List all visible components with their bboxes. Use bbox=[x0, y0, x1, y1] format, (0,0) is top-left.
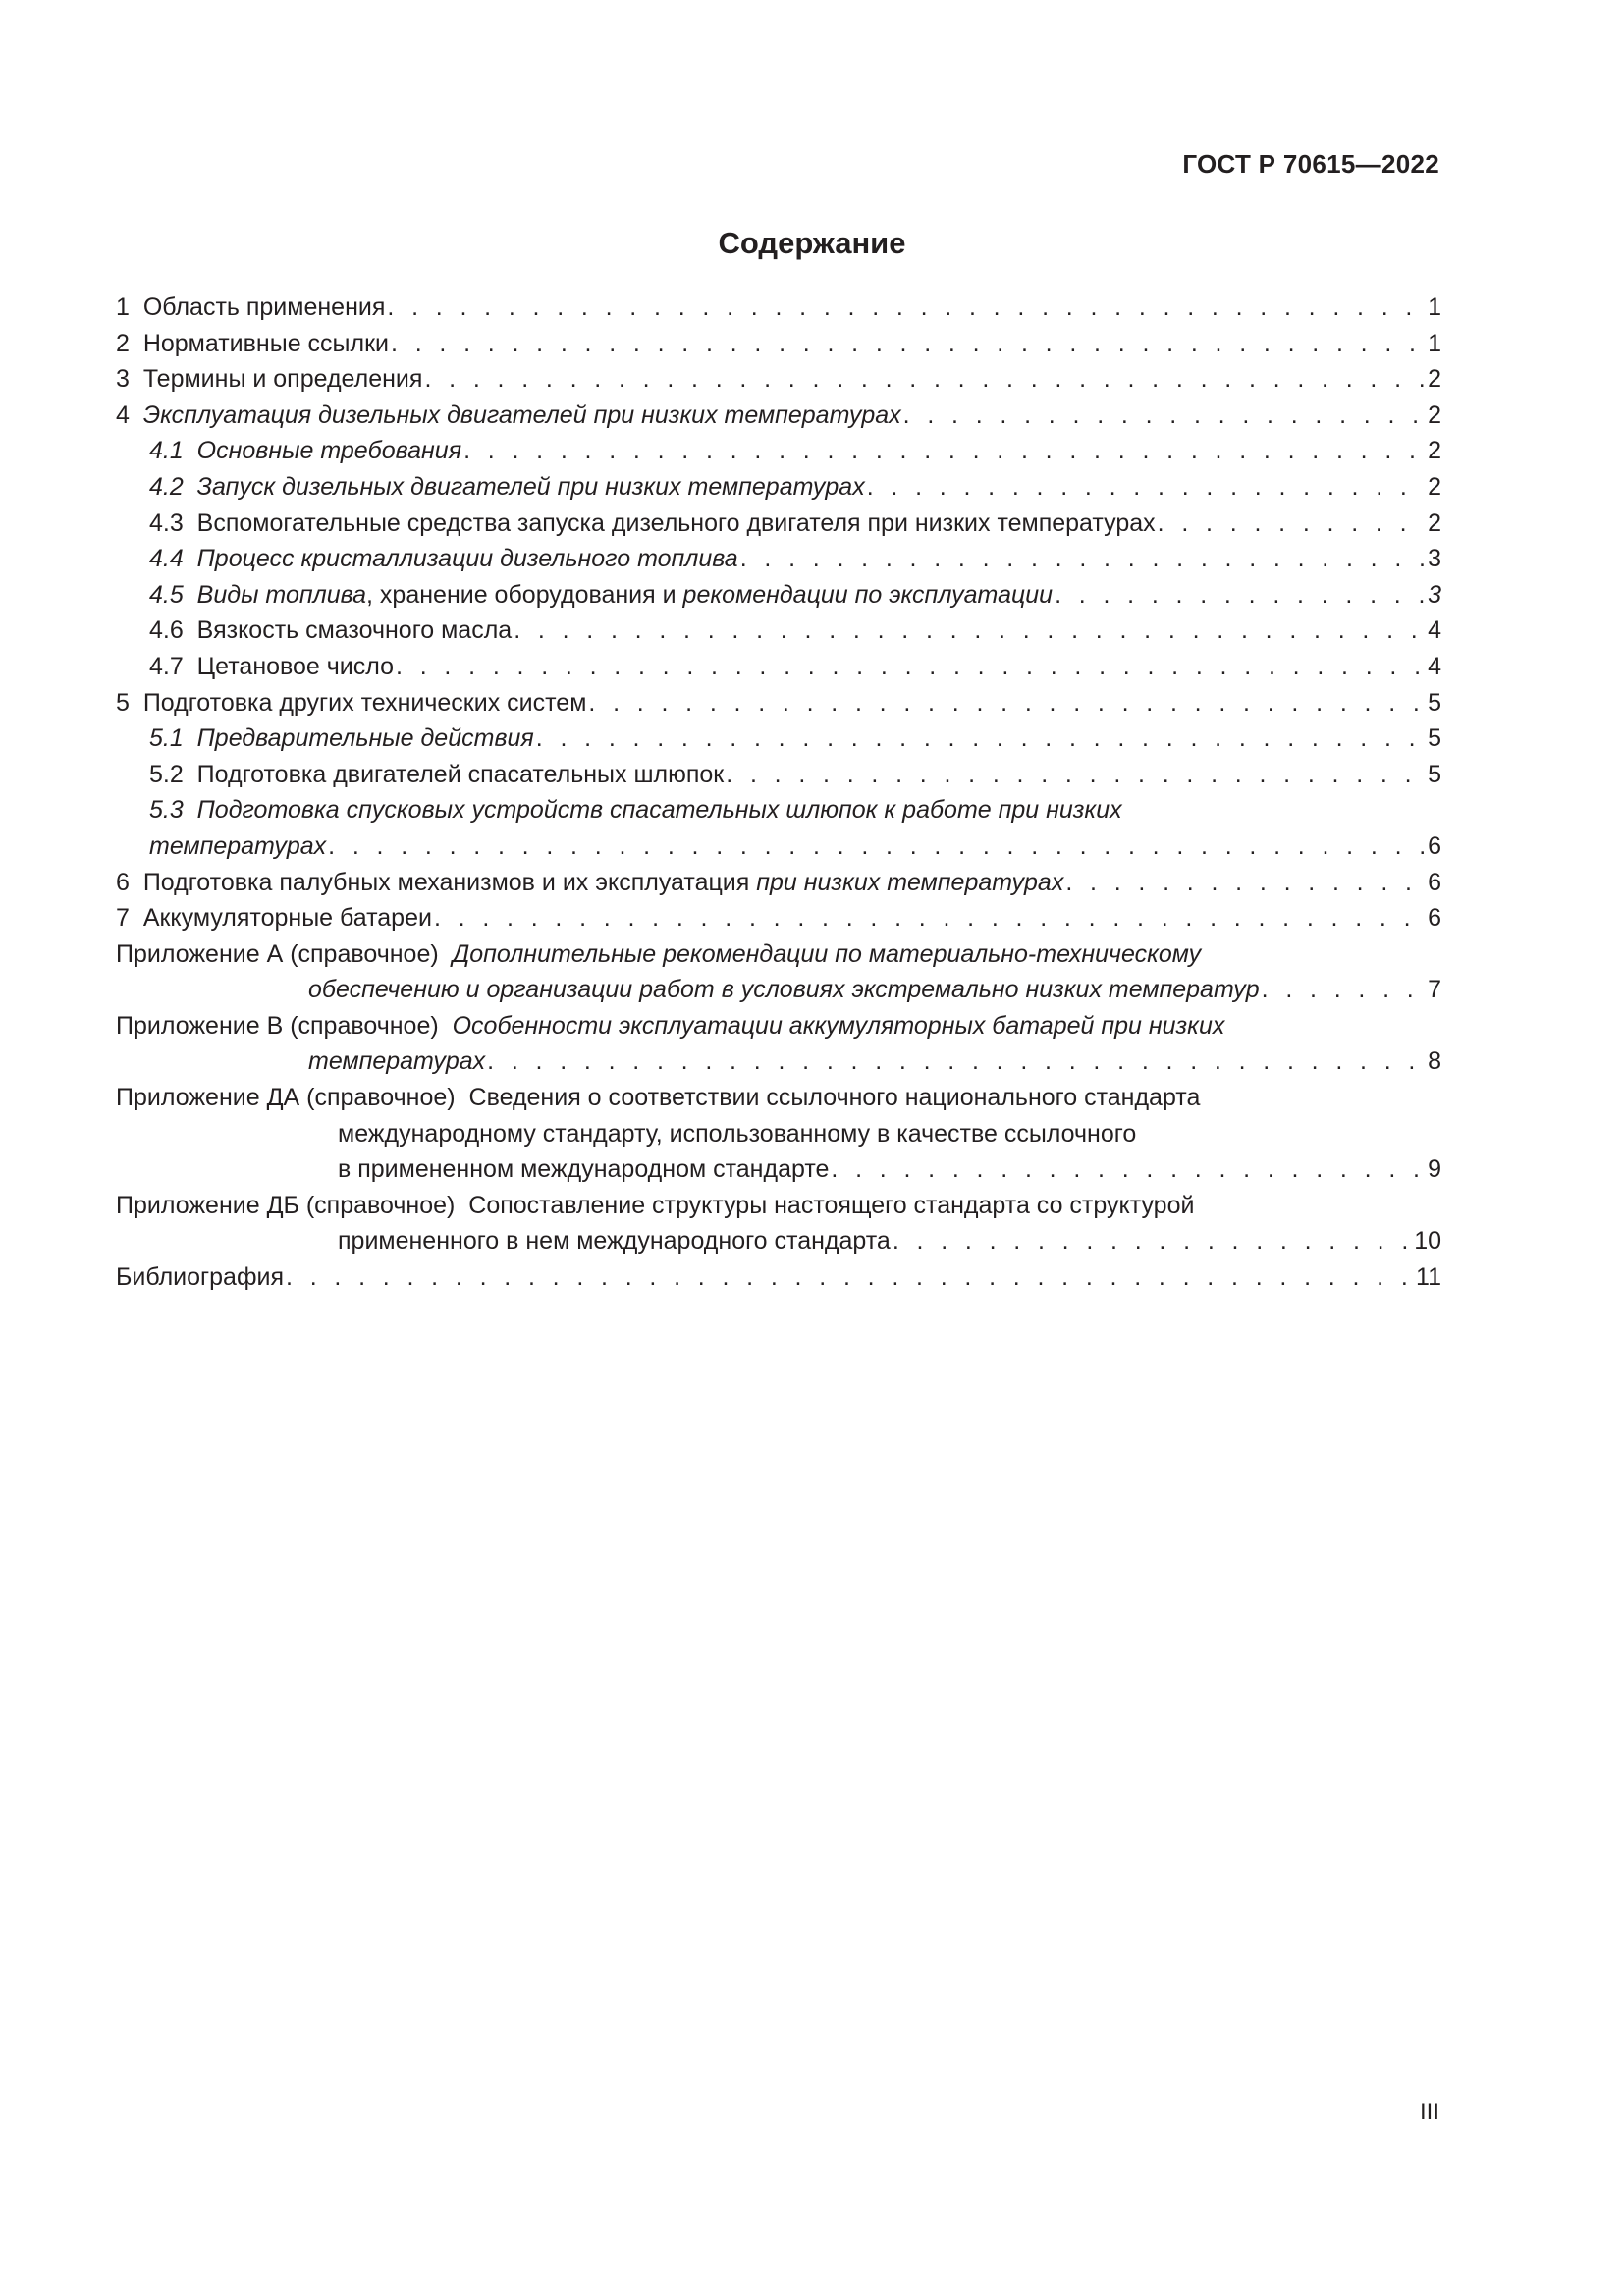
dot-leader bbox=[391, 326, 1426, 362]
toc-page-number: 2 bbox=[1428, 472, 1441, 501]
dot-leader bbox=[740, 541, 1426, 577]
toc-page-number: 3 bbox=[1428, 580, 1441, 609]
toc-page-number: 7 bbox=[1428, 976, 1441, 1004]
toc-entry-text: Приложение ДА (справочное) Сведения о соответствии ссылочного национального стандарта bbox=[116, 1084, 1201, 1112]
toc-page-number: 2 bbox=[1428, 437, 1441, 465]
toc-entry-text: 5.3 Подготовка спусковых устройств спасательных шлюпок к работе при низких bbox=[149, 796, 1122, 825]
dot-leader bbox=[1262, 972, 1426, 1008]
toc-entry-text: 5.2 Подготовка двигателей спасательных шлюпок bbox=[149, 760, 725, 788]
toc-entry-5-1[interactable] bbox=[116, 721, 1441, 757]
toc-page-number: 6 bbox=[1428, 831, 1441, 860]
toc-page-number: 2 bbox=[1428, 400, 1441, 429]
toc-entry-4-2[interactable] bbox=[116, 469, 1441, 506]
toc-entry-text: 4.1 Основные требования bbox=[149, 437, 462, 465]
dot-leader bbox=[867, 469, 1426, 506]
toc-page-number: 5 bbox=[1428, 724, 1441, 753]
toc-entry-7[interactable] bbox=[116, 900, 1441, 936]
dot-leader bbox=[396, 649, 1426, 685]
toc-page-number: 10 bbox=[1414, 1227, 1441, 1255]
dot-leader bbox=[1158, 506, 1426, 542]
toc-entry-bibliography[interactable] bbox=[116, 1259, 1441, 1296]
toc-entry-appendix-a[interactable] bbox=[116, 936, 1441, 1008]
dot-leader bbox=[893, 1223, 1412, 1259]
toc-entry-4-4[interactable] bbox=[116, 541, 1441, 577]
toc-entry-text: Библиография bbox=[116, 1263, 285, 1292]
toc-entry-text: 5.1 Предварительные действия bbox=[149, 724, 534, 753]
toc-page-number: 6 bbox=[1428, 868, 1441, 896]
toc-entry-text: 5 Подготовка других технических систем bbox=[116, 688, 587, 717]
toc-entry-4-5[interactable] bbox=[116, 577, 1441, 614]
toc-entry-3[interactable] bbox=[116, 361, 1441, 398]
toc-page-number: 2 bbox=[1428, 508, 1441, 537]
toc-entry-5[interactable] bbox=[116, 685, 1441, 721]
dot-leader bbox=[536, 721, 1426, 757]
toc-page-number: 3 bbox=[1428, 545, 1441, 573]
toc-page-number: 8 bbox=[1428, 1047, 1441, 1076]
toc-page-number: 4 bbox=[1428, 616, 1441, 645]
table-of-contents bbox=[116, 290, 1441, 1296]
toc-page-number: 1 bbox=[1428, 329, 1441, 357]
toc-entry-text: 2 Нормативные ссылки bbox=[116, 329, 389, 357]
toc-entry-text: 6 Подготовка палубных механизмов и их эксплуатация при низких температурах bbox=[116, 868, 1064, 896]
toc-page-number: 11 bbox=[1416, 1263, 1441, 1292]
dot-leader bbox=[588, 685, 1426, 721]
dot-leader bbox=[424, 361, 1426, 398]
toc-entry-text: 4.7 Цетановое число bbox=[149, 652, 395, 680]
toc-entry-appendix-b[interactable] bbox=[116, 1008, 1441, 1080]
dot-leader bbox=[387, 290, 1426, 326]
toc-entry-text: 4 Эксплуатация дизельных двигателей при низких температурах bbox=[116, 400, 901, 429]
toc-page-number: 2 bbox=[1428, 365, 1441, 394]
toc-entry-text: 4.2 Запуск дизельных двигателей при низких температурах bbox=[149, 472, 865, 501]
toc-entry-text: 4.5 Виды топлива, хранение оборудования и рекомендации по эксплуатации bbox=[149, 580, 1054, 609]
toc-entry-4-6[interactable] bbox=[116, 613, 1441, 649]
toc-page-number: 1 bbox=[1428, 294, 1441, 321]
toc-entry-text: Приложение В (справочное) Особенности эксплуатации аккумуляторных батарей при низких bbox=[116, 1011, 1225, 1040]
toc-entry-text: Приложение А (справочное) Дополнительные рекомендации по материально-техническому bbox=[116, 939, 1202, 968]
toc-page-number: 5 bbox=[1428, 760, 1441, 788]
toc-entry-4-7[interactable] bbox=[116, 649, 1441, 685]
page-title: Содержание bbox=[718, 226, 906, 260]
dot-leader bbox=[434, 900, 1426, 936]
toc-entry-5-2[interactable] bbox=[116, 757, 1441, 793]
toc-entry-text: 4.6 Вязкость смазочного масла bbox=[149, 616, 513, 645]
toc-entry-6[interactable] bbox=[116, 865, 1441, 901]
dot-leader bbox=[286, 1259, 1414, 1296]
toc-entry-text: 4.3 Вспомогательные средства запуска дизельного двигателя при низких температурах bbox=[149, 508, 1156, 537]
toc-entry-5-3[interactable] bbox=[116, 792, 1441, 864]
toc-page-number: 6 bbox=[1428, 904, 1441, 933]
toc-entry-text: 3 Термины и определения bbox=[116, 365, 423, 394]
toc-entry-text-continued: в примененном международном стандарте bbox=[338, 1155, 830, 1184]
dot-leader bbox=[514, 613, 1426, 649]
dot-leader bbox=[1065, 865, 1426, 901]
toc-entry-text-continued: температурах bbox=[149, 831, 327, 860]
dot-leader bbox=[328, 828, 1426, 865]
toc-entry-4[interactable] bbox=[116, 398, 1441, 434]
toc-entry-text-continued: обеспечению и организации работ в условиях экстремально низких температур bbox=[308, 976, 1260, 1004]
toc-page-number: 4 bbox=[1428, 652, 1441, 680]
toc-entry-appendix-da[interactable] bbox=[116, 1080, 1441, 1188]
toc-entry-text: 1 Область применения bbox=[116, 294, 386, 321]
toc-entry-text-continued: примененного в нем международного стандарта bbox=[338, 1227, 891, 1255]
page-number: III bbox=[1419, 2099, 1439, 2125]
toc-entry-4-1[interactable] bbox=[116, 433, 1441, 469]
dot-leader bbox=[903, 398, 1426, 434]
dot-leader bbox=[726, 757, 1426, 793]
toc-entry-text-continued: международному стандарту, использованному в качестве ссылочного bbox=[338, 1119, 1137, 1148]
toc-entry-text: 7 Аккумуляторные батареи bbox=[116, 904, 432, 933]
toc-entry-text: Приложение ДБ (справочное) Сопоставление структуры настоящего стандарта со структурой bbox=[116, 1191, 1195, 1219]
dot-leader bbox=[463, 433, 1426, 469]
document-code: ГОСТ Р 70615—2022 bbox=[1182, 149, 1439, 179]
toc-entry-4-3[interactable] bbox=[116, 506, 1441, 542]
dot-leader bbox=[487, 1043, 1426, 1080]
toc-entry-appendix-db[interactable] bbox=[116, 1188, 1441, 1259]
toc-page-number: 5 bbox=[1428, 688, 1441, 717]
toc-page-number: 9 bbox=[1428, 1155, 1441, 1184]
toc-entry-1[interactable] bbox=[116, 290, 1441, 326]
toc-entry-text-continued: температурах bbox=[308, 1047, 486, 1076]
toc-entry-text: 4.4 Процесс кристаллизации дизельного топлива bbox=[149, 545, 738, 573]
dot-leader bbox=[1055, 577, 1426, 614]
dot-leader bbox=[831, 1151, 1426, 1188]
toc-entry-2[interactable] bbox=[116, 326, 1441, 362]
